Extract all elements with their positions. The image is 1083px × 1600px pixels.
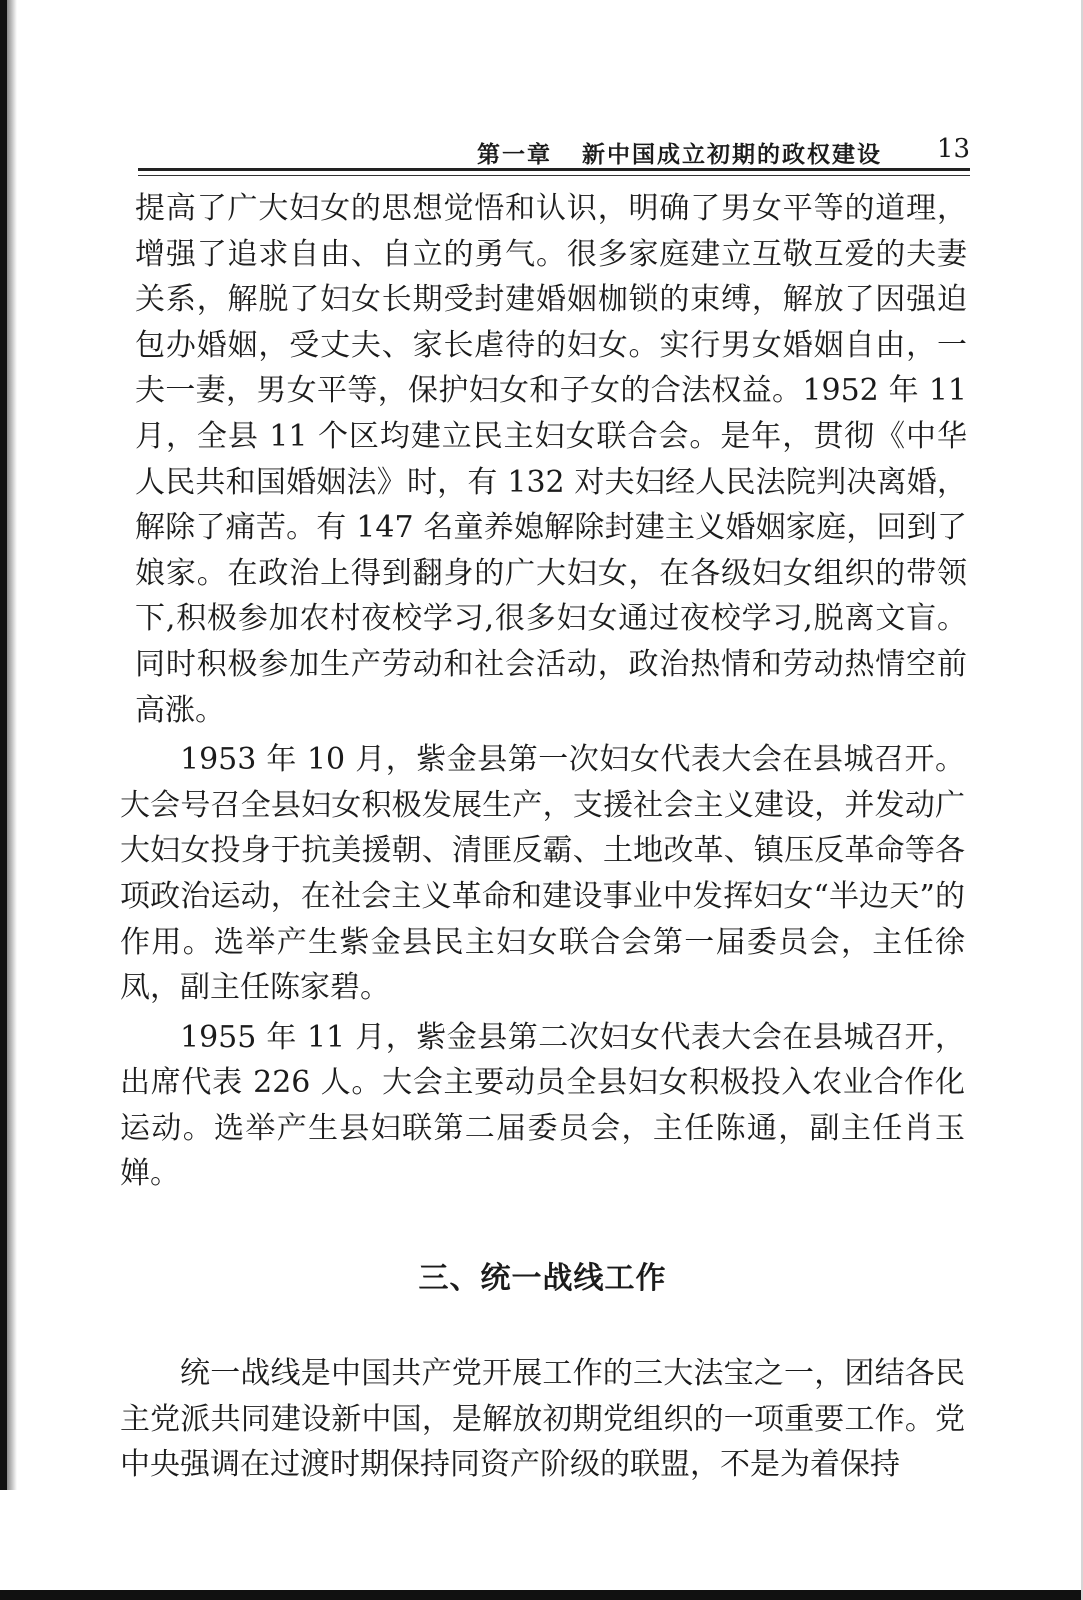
header-rule-thin [138, 175, 970, 176]
paragraph-continued: 提高了广大妇女的思想觉悟和认识，明确了男女平等的道理，增强了追求自由、自立的勇气。很多家庭建立互敬互爱的夫妻关系，解脱了妇女长期受封建婚姻枷锁的束缚，解放了因强迫包办婚姻，受丈夫、家长虐待的妇女。实行男女婚姻自由，一夫一妻，男女平等，保护妇女和子女的合法权益。1952 年 11 月，全县 11 个区均建立民主妇女联合会。是年，贯彻《中华人民共和国婚姻法》时，有 132 对夫妇经人民法院判决离婚，解除了痛苦。有 147 名童养媳解除封建主义婚姻家庭，回到了娘家。在政治上得到翻身的广大妇女，在各级妇女组织的带领下,积极参加农村夜校学习,很多妇女通过夜校学习,脱离文盲。同时积极参加生产劳动和社会活动，政治热情和劳动热情空前高涨。 [135, 191, 967, 728]
section-paragraph: 统一战线是中国共产党开展工作的三大法宝之一，团结各民主党派共同建设新中国，是解放初期党组织的一项重要工作。党中央强调在过渡时期保持同资产阶级的联盟，不是为着保持 [120, 1356, 965, 1483]
page-body [120, 186, 965, 1488]
page-number: 13 [936, 134, 970, 164]
scan-edge-bottom [0, 1590, 1083, 1600]
paragraph-second-congress: 1955 年 11 月，紫金县第二次妇女代表大会在县城召开，出席代表 226 人。大会主要动员全县妇女积极投入农业合作化运动。选举产生县妇联第二届委员会，主任陈通，副主任肖玉婵。 [120, 1019, 965, 1192]
header-rule-thick [138, 168, 970, 171]
running-header [140, 132, 970, 170]
paragraph-first-congress: 1953 年 10 月，紫金县第一次妇女代表大会在县城召开。大会号召全县妇女积极发展生产，支援社会主义建设，并发动广大妇女投身于抗美援朝、清匪反霸、土地改革、镇压反革命等各项政治运动，在社会主义革命和建设事业中发挥妇女“半边天”的作用。选举产生紫金县民主妇女联合会第一届委员会，主任徐凤，副主任陈家碧。 [120, 742, 965, 1006]
scan-edge-shadow [7, 0, 17, 1490]
section-heading: 三、统一战线工作 [418, 1261, 667, 1297]
chapter-title: 第一章 新中国成立初期的政权建设 [476, 141, 882, 168]
scan-edge-left [0, 0, 7, 1490]
